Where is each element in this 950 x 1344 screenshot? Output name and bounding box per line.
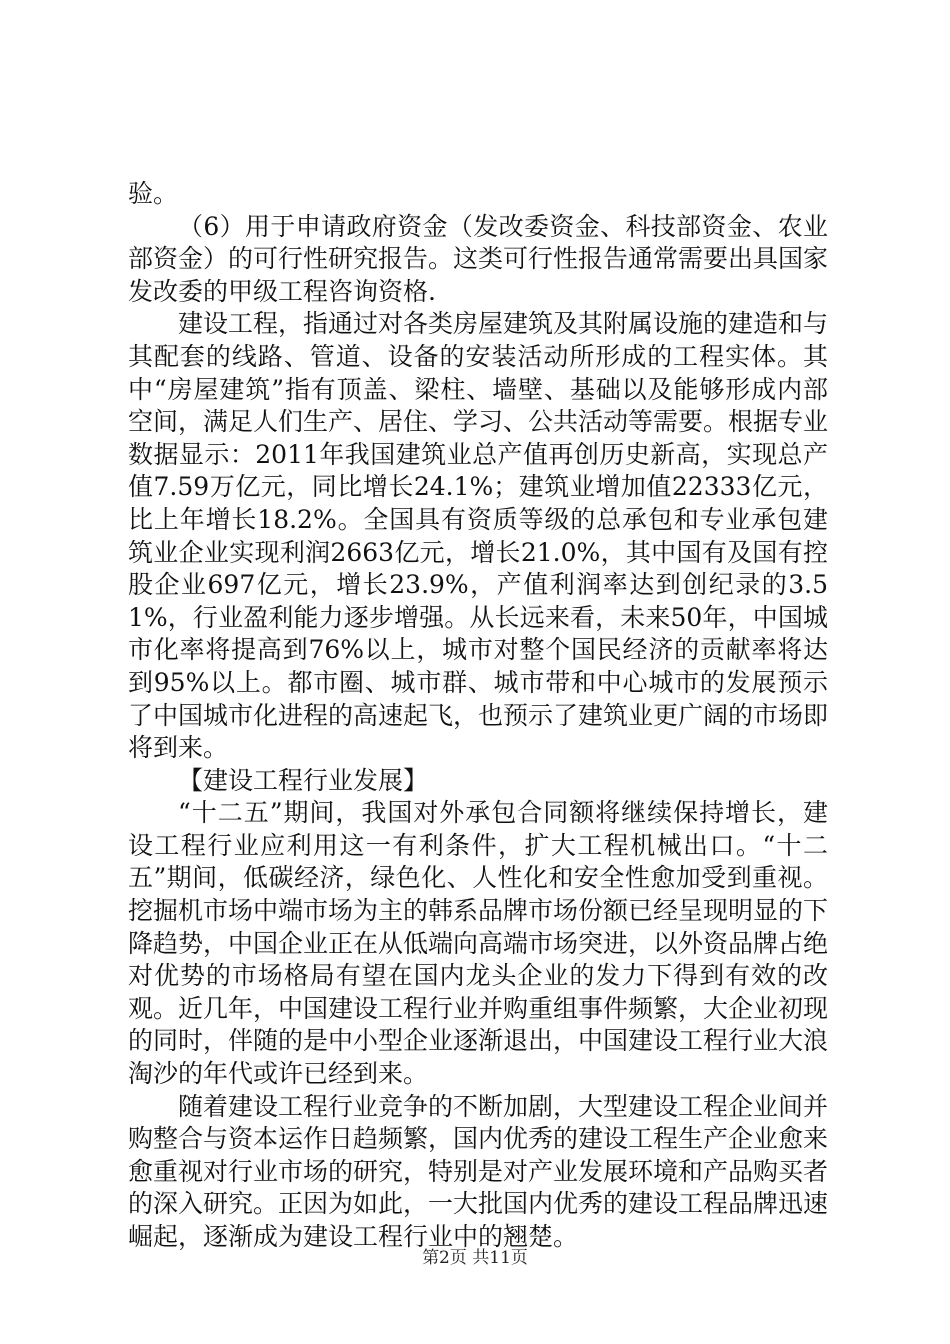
paragraph-continuation: 验。 (128, 179, 179, 208)
paragraph-competition: 随着建设工程行业竞争的不断加剧，大型建设工程企业间并购整合与资本运作日趋频繁，国内优秀的建设工程生产企业愈来愈重视对行业市场的研究，特别是对产业发展环境和产品购买者的深入研究。正因为如此，一大批国内优秀的建设工程品牌迅速崛起，逐渐成为建设工程行业中的翘楚。 (128, 1091, 829, 1251)
section-heading: 【建设工程行业发展】 (178, 765, 429, 795)
paragraph-item-6: （6）用于申请政府资金（发改委资金、科技部资金、农业部资金）的可行性研究报告。这类可行性报告通常需要出具国家发改委的甲级工程咨询资格. (128, 211, 829, 306)
paragraph-construction-definition: 建设工程，指通过对各类房屋建筑及其附属设施的建造和与其配套的线路、管道、设备的安装活动所形成的工程实体。其中“房屋建筑”指有顶盖、梁柱、墙壁、基础以及能够形成内部空间，满足人们生产、居住、学习、公共活动等需要。根据专业数据显示：2011年我国建筑业总产值再创历史新高，实现总产值7.59万亿元，同比增长24.1%；建筑业增加值22333亿元，比上年增长18.2%。全国具有资质等级的总承包和专业承包建筑业企业实现利润2663亿元，增长21.0%，其中国有及国有控股企业697亿元，增长23.9%，产值利润率达到创纪录的3.51%，行业盈利能力逐步增强。从长远来看，未来50年，中国城市化率将提高到76%以上，城市对整个国民经济的贡献率将达到95%以上。都市圈、城市群、城市带和中心城市的发展预示了中国城市化进程的高速起飞，也预示了建筑业更广阔的市场即将到来。 (128, 309, 829, 763)
paragraph-industry-development: “十二五”期间，我国对外承包合同额将继续保持增长，建设工程行业应利用这一有利条件，扩大工程机械出口。“十二五”期间，低碳经济，绿色化、人性化和安全性愈加受到重视。挖掘机市场中端市场为主的韩系品牌市场份额已经呈现明显的下降趋势，中国企业正在从低端向高端市场突进，以外资品牌占绝对优势的市场格局有望在国内龙头企业的发力下得到有效的改观。近几年，中国建设工程行业并购重组事件频繁，大企业初现的同时，伴随的是中小型企业逐渐退出，中国建设工程行业大浪淘沙的年代或许已经到来。 (128, 798, 829, 1089)
document-body (128, 178, 828, 1254)
page-footer: 第2页 共11页 (422, 1248, 528, 1268)
